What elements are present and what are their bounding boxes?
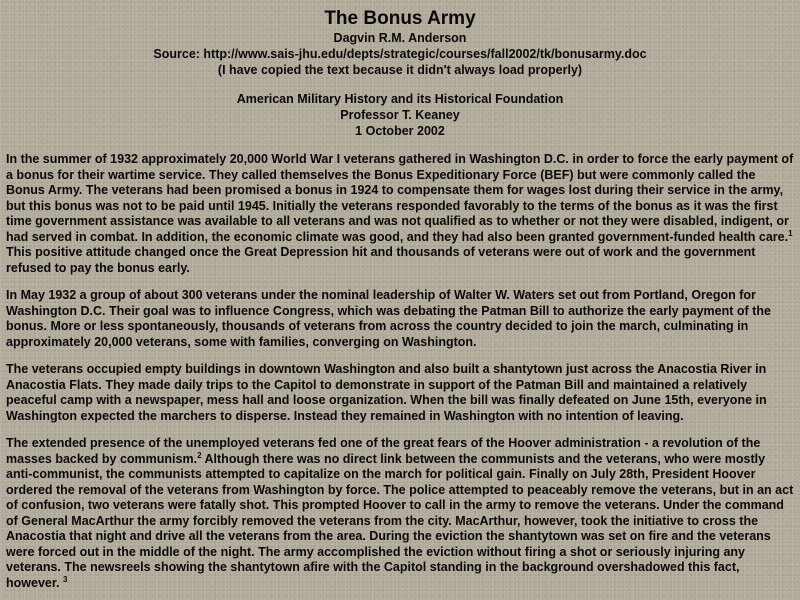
paragraph-1 xyxy=(6,152,794,276)
copy-note: (I have copied the text because it didn't always load properly) xyxy=(217,63,583,77)
paragraph-4-text-a: The extended presence of the unemployed veterans fed one of the great fears of the Hoover administration - a revolution of the masses backed by communism. xyxy=(6,436,761,466)
course-name: American Military History and its Historical Foundation xyxy=(236,92,564,106)
footnote-marker-1: 1 xyxy=(788,228,793,238)
paragraph-2: In May 1932 a group of about 300 veterans under the nominal leadership of Walter W. Waters set out from Portland, Oregon for Washington D.C. Their goal was to influence Congress, which was debating the Patman Bill to authorize the early payment of the bonus. More or less spontaneously, thousands of veterans from across the country decided to join the march, culminating in approximately 20,000 veterans, some with families, converging on Washington. xyxy=(6,288,771,349)
footnote-marker-3: 3 xyxy=(62,574,68,584)
source-line: Source: http://www.sais-jhu.edu/depts/strategic/courses/fall2002/tk/bonusarmy.doc xyxy=(153,47,647,61)
paragraph-1-text-a: In the summer of 1932 approximately 20,000 World War I veterans gathered in Washington D.C. in order to force the early payment of a bonus for their wartime service. They called themselves the Bonus Expeditionary Force (BEF) but were commonly called the Bonus Army. The veterans had been promised a bonus in 1924 to compensate them for wages lost during their service in the army, but this bonus was not to be paid until 1945. Initially the veterans responded favorably to the terms of the bonus as it was the first time government assistance was available to all veterans and was not qualified as to whether or not they were disabled, indigent, or had served in combat. In addition, the economic climate was good, and they had also been granted government-funded health care. xyxy=(6,152,794,244)
professor-name: Professor T. Keaney xyxy=(340,108,460,122)
paragraph-1-text-b: This positive attitude changed once the Great Depression hit and thousands of veterans were out of work and the government refused to pay the bonus early. xyxy=(6,245,756,275)
paragraph-4 xyxy=(6,436,794,591)
document-date: 1 October 2002 xyxy=(355,124,445,138)
footnote-marker-2: 2 xyxy=(197,450,202,460)
paragraph-4-text-b: Although there was no direct link between the communists and the veterans, who were mostly anti-communist, the communists attempted to capitalize on the march for political gain. Finally on July 28th, President Hoover ordered the removal of the veterans from Washington by force. The police attempted to peaceably remove the veterans, but in an act of confusion, two veterans were fatally shot. This prompted Hoover to call in the army to remove the veterans. Under the command of General MacArthur the army forcibly removed the veterans from the city. MacArthur, however, took the initiative to cross the Anacostia that night and drive all the veterans from the area. During the eviction the shantytown was set on fire and the veterans were forced out in the middle of the night. The army accomplished the eviction without firing a shot or seriously injuring any veterans. The newsreels showing the shantytown afire with the Capitol standing in the background overshadowed this fact, however. xyxy=(6,451,794,590)
paragraph-3: The veterans occupied empty buildings in downtown Washington and also built a shantytown just across the Anacostia River in Anacostia Flats. They made daily trips to the Capitol to demonstrate in support of the Patman Bill and maintained a relatively peaceful camp with a newspaper, mess hall and loose organization. When the bill was finally defeated on June 15th, everyone in Washington expected the marchers to disperse. Instead they remained in Washington with no intention of leaving. xyxy=(6,362,767,423)
author-line: Dagvin R.M. Anderson xyxy=(333,31,467,45)
document-title: The Bonus Army xyxy=(324,8,476,29)
